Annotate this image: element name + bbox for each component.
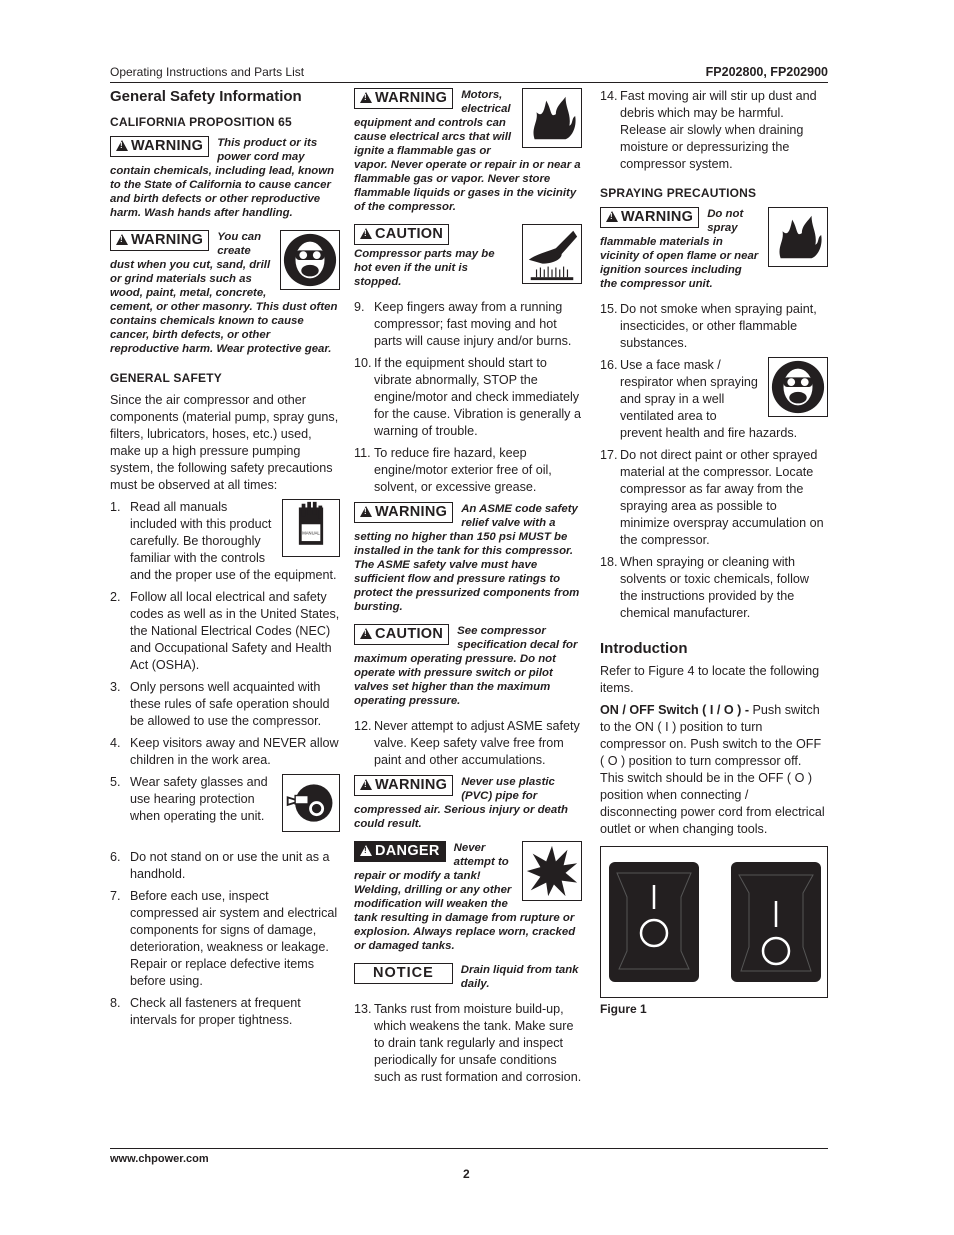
read-manual-icon	[282, 499, 340, 557]
header-divider	[110, 82, 828, 83]
caution-hot-parts	[354, 224, 582, 289]
alert-triangle-icon	[360, 92, 372, 103]
safety-list-15-18	[600, 301, 828, 622]
warning-label: !WARNING	[354, 775, 453, 796]
caution-text: Compressor parts may be hot even if the unit is stopped.	[354, 248, 495, 288]
fire-hazard-icon	[768, 207, 828, 267]
warning-dust	[110, 230, 340, 356]
on-off-switch-description	[600, 702, 828, 838]
warning-asme-valve	[354, 502, 582, 614]
warning-label: !WARNING	[600, 207, 699, 228]
on-off-switch-label: ON / OFF Switch ( I / O ) -	[600, 703, 750, 717]
list-item: 10. If the equipment should start to vibrate abnormally, STOP the engine/motor and check immediately for the cause. Vibration is generally a warning of trouble.	[354, 356, 581, 438]
list-item: 16. Use a face mask / respirator when spraying and spray in a well ventilated area to prevent health and fire hazards.	[600, 357, 828, 442]
switch-on-position-icon	[609, 862, 699, 982]
subheading-prop65: CALIFORNIA PROPOSITION 65	[110, 115, 292, 129]
list-item: 6. Do not stand on or use the unit as a handhold.	[110, 850, 330, 881]
respirator-goggles-icon	[768, 357, 828, 417]
switch-off-position-icon	[731, 862, 821, 982]
fire-hazard-icon	[522, 88, 582, 148]
warning-text: An ASME code safety relief valve with a setting no higher than 150 psi MUST be installed in the tank for this compressor. The ASME safety valve must have sufficient flow and pressure ratings to protect the pressurized components from bursting.	[354, 503, 580, 613]
svg-text:MANUAL: MANUAL	[302, 530, 320, 536]
column-middle	[354, 88, 582, 1091]
subheading-general-safety: GENERAL SAFETY	[110, 371, 222, 385]
warning-label: !WARNING	[110, 136, 209, 157]
warning-text: Never use plastic (PVC) pipe for compressed air. Serious injury or death could result.	[354, 776, 568, 830]
general-safety-intro: Since the air compressor and other components (material pump, spray guns, filters, lubricators, hoses, etc.) used, make up a high pressure pumping system, the following safety precautions must be observed at all times:	[110, 393, 339, 492]
caution-text: See compressor specification decal for maximum operating pressure. Do not operate with pressure switch or pilot valves set higher than the maximum operating pressure.	[354, 625, 578, 707]
caution-specification-decal	[354, 624, 582, 708]
footer-website[interactable]: www.chpower.com	[110, 1153, 209, 1165]
list-item: 11. To reduce fire hazard, keep engine/motor exterior free of oil, solvent, or excessive grease.	[354, 446, 552, 494]
warning-text: You can create dust when you cut, sand, drill or grind materials such as wood, paint, metal, concrete, cement, or other masonry. This dust often contains chemicals known to cause cancer, birth defects, or other reproductive harm. Wear protective gear.	[110, 231, 338, 355]
notice-drain-tank	[354, 963, 582, 991]
alert-triangle-icon	[606, 211, 618, 222]
warning-label: !WARNING	[354, 88, 453, 109]
warning-pvc-pipe	[354, 775, 582, 831]
alert-triangle-icon	[116, 140, 128, 151]
list-item: 4. Keep visitors away and NEVER allow children in the work area.	[110, 736, 339, 767]
list-item: 12. Never attempt to adjust ASME safety valve. Keep safety valve free from paint and other accumulations.	[354, 719, 580, 767]
respirator-goggles-icon	[280, 230, 340, 290]
header-model-numbers: FP202800, FP202900	[705, 65, 828, 79]
list-item: 15. Do not smoke when spraying paint, insecticides, or other flammable substances.	[600, 302, 817, 350]
safety-list-9-11	[354, 299, 582, 496]
alert-triangle-icon	[360, 779, 372, 790]
safety-list-12	[354, 718, 582, 769]
danger-tank-modification	[354, 841, 582, 953]
warning-motors-electrical	[354, 88, 582, 214]
figure-on-off-switches	[600, 846, 828, 998]
danger-text: Never attempt to repair or modify a tank! Welding, drilling or any other modification will weaken the tank resulting in damage from rupture or explosion. Always replace worn, cracked or damaged tanks.	[354, 842, 576, 952]
notice-label: NOTICE	[354, 963, 453, 984]
warning-prop65	[110, 136, 340, 220]
warning-text: Motors, electrical equipment and controls can cause electrical arcs that will ignite a flammable gas or vapor. Never operate or repair in or near a flammable gas or vapor. Never store flammable liquids or gases in the vicinity of the compressor.	[354, 89, 581, 213]
warning-label: !WARNING	[110, 230, 209, 251]
warning-spray-flammable	[600, 207, 828, 291]
footer-divider	[110, 1148, 828, 1149]
list-item: 17. Do not direct paint or other sprayed material at the compressor. Locate compressor as far away from the spraying area as possible to minimize overspray accumulation on the compressor.	[600, 448, 824, 547]
section-title-introduction: Introduction	[600, 640, 688, 657]
list-item: 14. Fast moving air will stir up dust and debris which may be harmful. Release air slowly when draining moisture or depressurizing the compressor system.	[600, 89, 817, 171]
alert-triangle-icon	[360, 628, 372, 639]
header-doc-title: Operating Instructions and Parts List	[110, 65, 305, 79]
list-item: MANUAL 1. Read all manuals included with this product carefully. Be thoroughly familiar with the controls and the proper use of the equipment.	[110, 499, 340, 584]
list-item: 9. Keep fingers away from a running compressor; fast moving and hot parts will cause injury and/or burns.	[354, 300, 572, 348]
figure-caption: Figure 1	[600, 1002, 647, 1016]
hot-surface-icon	[522, 224, 582, 284]
section-title-general-safety: General Safety Information	[110, 88, 302, 105]
column-left	[110, 88, 340, 1034]
subheading-spraying-precautions: SPRAYING PRECAUTIONS	[600, 186, 757, 200]
list-item: 13. Tanks rust from moisture build-up, which weakens the tank. Make sure to drain tank regularly and inspect periodically for unsafe conditions such as rust formation and corrosion.	[354, 1002, 582, 1084]
safety-list-13	[354, 1001, 582, 1086]
alert-triangle-icon	[116, 234, 128, 245]
safety-list-14	[600, 88, 828, 173]
safety-list-1-8	[110, 499, 340, 1029]
warning-label: !WARNING	[354, 502, 453, 523]
alert-triangle-icon	[360, 228, 372, 239]
warning-text: This product or its power cord may contain chemicals, including lead, known to the State of California to cause cancer and birth defects or other reproductive harm. Wash hands after handling.	[110, 137, 335, 219]
list-item: 5. Wear safety glasses and use hearing protection when operating the unit.	[110, 774, 340, 844]
list-item: 8. Check all fasteners at frequent intervals for proper tightness.	[110, 996, 301, 1027]
list-item: 2. Follow all local electrical and safety codes as well as in the United States, the National Electrical Codes (NEC) and Occupational Safety and Health Act (OSHA).	[110, 590, 340, 672]
list-item: 18. When spraying or cleaning with solvents or toxic chemicals, follow the instructions provided by the chemical manufacturer.	[600, 555, 809, 620]
caution-label: !CAUTION	[354, 624, 449, 645]
notice-text: Drain liquid from tank daily.	[460, 964, 579, 990]
column-right	[600, 88, 828, 1018]
list-item: 7. Before each use, inspect compressed air system and electrical components for signs of damage, deterioration, weakness or leakage. Repair or replace defective items before using.	[110, 889, 338, 988]
alert-triangle-icon	[360, 845, 372, 856]
page-number: 2	[463, 1167, 470, 1181]
warning-text: Do not spray flammable materials in vicinity of open flame or near ignition sources including the compressor unit.	[600, 208, 759, 290]
alert-triangle-icon	[360, 506, 372, 517]
safety-glasses-ear-protection-icon	[282, 774, 340, 832]
explosion-icon	[522, 841, 582, 901]
list-item: 3. Only persons well acquainted with these rules of safe operation should be allowed to use the compressor.	[110, 680, 330, 728]
danger-label: !DANGER	[354, 841, 446, 862]
introduction-text: Refer to Figure 4 to locate the following items.	[600, 664, 820, 695]
on-off-switch-text: Push switch to the ON ( I ) position to turn compressor on. Push switch to the OFF ( O ) position to turn compressor off. This switch should be in the OFF ( O ) position when connecting / disconnecting power cord from electrical outlet or when changing tools.	[600, 703, 825, 836]
caution-label: !CAUTION	[354, 224, 449, 245]
